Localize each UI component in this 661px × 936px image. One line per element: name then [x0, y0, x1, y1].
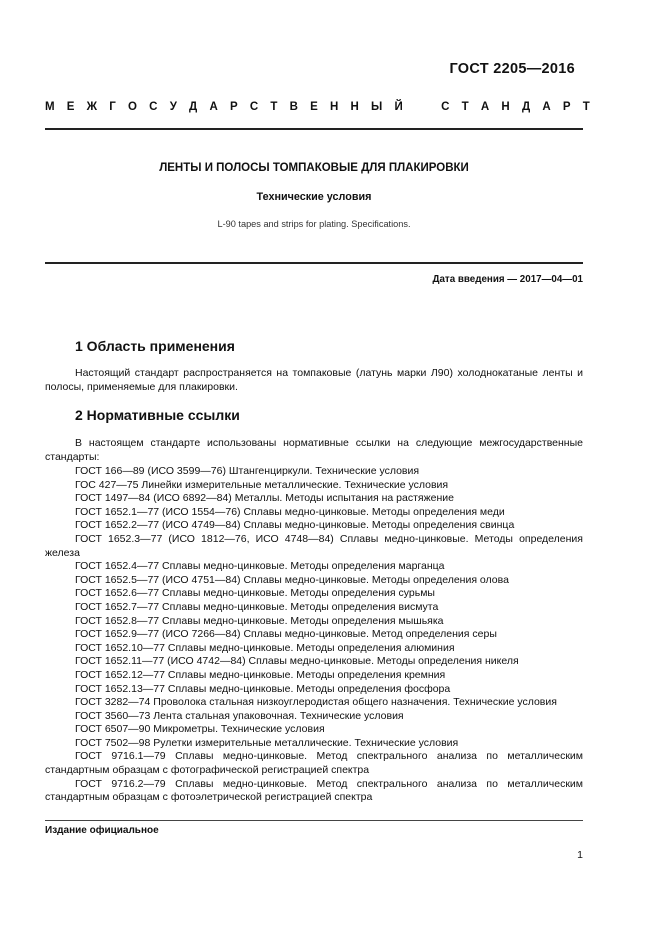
standard-type-letter: Г — [109, 101, 116, 113]
reference-item: ГОСТ 6507—90 Микрометры. Технические условия — [75, 723, 325, 736]
standard-type-letter: С — [249, 101, 259, 113]
reference-item: ГОСТ 1652.7—77 Сплавы медно-цинковые. Методы определения висмута — [75, 600, 439, 613]
reference-item: ГОСТ 1652.10—77 Сплавы медно-цинковые. Методы определения алюминия — [75, 641, 455, 654]
reference-item: ГОСТ 1652.8—77 Сплавы медно-цинковые. Методы определения мышьяка — [75, 614, 444, 627]
reference-item: ГОСТ 1652.13—77 Сплавы медно-цинковые. Методы определения фосфора — [75, 682, 451, 695]
title-divider — [45, 262, 583, 264]
reference-item: ГОСТ 3282—74 Проволока стальная низкоуглеродистая общего назначения. Технические условия — [75, 696, 557, 709]
standard-type-letter: Ж — [86, 101, 98, 113]
reference-item: ГОСТ 9716.1—79 Сплавы медно-цинковые. Метод спектрального анализа по металлическим стандартным образцам с фотографической регистрацией спектра — [45, 750, 583, 777]
footer-divider — [45, 820, 583, 821]
standard-type-letter: Т — [270, 101, 278, 113]
standard-type-letter — [415, 101, 429, 113]
section-1-text: Настоящий стандарт распространяется на томпаковые (латунь марки Л90) холоднокатаные ленты и полосы, применяемые для плакировки. — [45, 367, 583, 393]
document-subtitle: Технические условия — [256, 191, 372, 203]
standard-type-letter: У — [169, 101, 177, 113]
standard-type-letter: Д — [189, 101, 198, 113]
standard-type-letter: Т — [582, 101, 590, 113]
document-title: ЛЕНТЫ И ПОЛОСЫ ТОМПАКОВЫЕ ДЛЯ ПЛАКИРОВКИ — [159, 162, 469, 174]
reference-item: ГОСТ 1652.4—77 Сплавы медно-цинковые. Методы определения марганца — [75, 560, 445, 573]
reference-item: ГОС 427—75 Линейки измерительные металлические. Технические условия — [75, 478, 449, 491]
english-title: L-90 tapes and strips for plating. Specifications. — [217, 219, 411, 229]
reference-item: ГОСТ 1652.12—77 Сплавы медно-цинковые. Методы определения кремния — [75, 668, 446, 681]
standard-type-letter: В — [289, 101, 298, 113]
official-edition-label: Издание официальное — [45, 825, 159, 836]
reference-item: ГОСТ 166—89 (ИСО 3599—76) Штангенциркули. Технические условия — [75, 465, 420, 477]
standard-type-letter: Н — [350, 101, 359, 113]
standard-type-letter: О — [128, 101, 137, 113]
standard-type-letter: М — [45, 101, 55, 113]
standard-type-letter: А — [480, 101, 490, 113]
reference-item: ГОСТ 1652.1—77 (ИСО 1554—76) Сплавы медно-цинковые. Методы определения меди — [75, 505, 505, 518]
reference-item: ГОСТ 3560—73 Лента стальная упаковочная. Технические условия — [75, 709, 404, 722]
reference-item: ГОСТ 1652.5—77 (ИСО 4751—84) Сплавы медно-цинковые. Методы определения олова — [75, 573, 509, 586]
reference-item: ГОСТ 1652.6—77 Сплавы медно-цинковые. Методы определения сурьмы — [75, 587, 435, 600]
standard-type-letter: Е — [66, 101, 75, 113]
section-1-heading: 1 Область применения — [75, 338, 235, 354]
reference-item: ГОСТ 9716.2—79 Сплавы медно-цинковые. Метод спектрального анализа по металлическим стандартным образцам с фотоэлетрической регистрацией спектра — [45, 777, 583, 804]
reference-item: ГОСТ 7502—98 Рулетки измерительные металлические. Технические условия — [75, 736, 459, 749]
reference-item: ГОСТ 1652.2—77 (ИСО 4749—84) Сплавы медно-цинковые. Методы определения свинца — [75, 519, 515, 532]
reference-item: ГОСТ 1652.9—77 (ИСО 7266—84) Сплавы медно-цинковые. Метод определения серы — [75, 628, 497, 641]
reference-item: ГОСТ 1497—84 (ИСО 6892—84) Металлы. Методы испытания на растяжение — [75, 492, 454, 505]
standard-type-letter: Д — [521, 101, 531, 113]
standard-type-letter: Ы — [371, 101, 383, 113]
normative-references-list — [45, 465, 583, 805]
standard-type-letter: Т — [461, 101, 469, 113]
standard-type-letter: С — [149, 101, 158, 113]
standard-type-letter: Н — [501, 101, 510, 113]
reference-item: ГОСТ 1652.3—77 (ИСО 1812—76, ИСО 4748—84) Сплавы медно-цинковые. Методы определения железа — [45, 532, 583, 559]
standard-type-letter: Р — [562, 101, 571, 113]
standard-type-letter: Й — [394, 101, 403, 113]
introduction-date: Дата введения — 2017—04—01 — [432, 274, 583, 285]
top-divider — [45, 128, 583, 130]
page-number: 1 — [577, 849, 583, 861]
standard-type-letter: Р — [229, 101, 238, 113]
standard-type-heading — [45, 101, 590, 113]
reference-item: ГОСТ 1652.11—77 (ИСО 4742—84) Сплавы медно-цинковые. Методы определения никеля — [75, 655, 519, 668]
standard-type-letter: Е — [310, 101, 318, 113]
section-2-intro: В настоящем стандарте использованы нормативные ссылки на следующие межгосударственные стандарты: — [45, 437, 583, 463]
standard-type-letter: Н — [329, 101, 339, 113]
section-2-heading: 2 Нормативные ссылки — [75, 407, 240, 423]
standard-type-letter: С — [441, 101, 450, 113]
document-number: ГОСТ 2205—2016 — [449, 61, 575, 77]
standard-type-letter: А — [209, 101, 218, 113]
standard-type-letter: А — [542, 101, 551, 113]
